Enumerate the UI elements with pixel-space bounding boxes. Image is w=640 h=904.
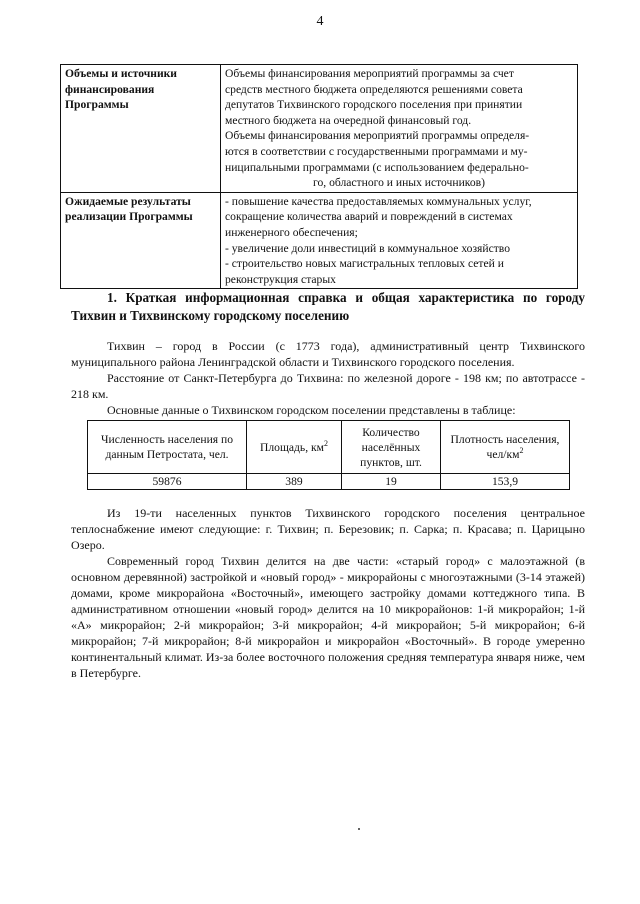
table-row <box>88 474 570 490</box>
passport-value-results <box>221 192 578 289</box>
text-line: местного бюджета на очередной финансовый год. <box>225 113 472 127</box>
cell-area: 389 <box>247 474 342 490</box>
passport-label-financing: Объемы и источники финансирования Программы <box>61 65 221 193</box>
section-heading: 1. Краткая информационная справка и общая характеристика по городу Тихвин и Тихвинскому городскому поселению <box>71 290 585 323</box>
text-line: - повышение качества предоставляемых коммунальных услуг, <box>225 194 532 208</box>
text-line: ниципальными программами (с использованием федерально- <box>225 160 529 174</box>
paragraph: Основные данные о Тихвинском городском поселении представлены в таблице: <box>107 403 516 417</box>
text-line: депутатов Тихвинского городского поселения при принятии <box>225 98 523 112</box>
cell-settlements: 19 <box>342 474 441 490</box>
text-line: средств местного бюджета определяются решениями совета <box>225 82 523 96</box>
text-line: сокращение количества аварий и повреждений в системах <box>225 210 513 224</box>
city-description-paragraph: Современный город Тихвин делится на две части: «старый город» с малоэтажной (в основном деревянной) застройкой и «новый город» - микрорайоны с многоэтажными (3-14 этажей) домами, кроме микрорайона «Восточный», имеющего застройку домами коттеджного типа. В административном отношении «новый город» делится на 10 микрорайонов: 1-й микрорайон; 1-й «А» микрорайон; 2-й микрорайон; 3-й микрорайон; 4-й микрорайон; 5-й микрорайон; 6-й микрорайон; 7-й микрорайон; 8-й микрорайон и микрорайон «Восточный». В городе умеренно континентальный климат. Из-за более восточного положения средняя температура января ниже, чем в Петербурге. <box>71 554 585 680</box>
text-line: - строительство новых магистральных тепловых сетей и <box>225 257 504 271</box>
page-mark <box>358 828 360 830</box>
program-passport-table <box>60 64 578 289</box>
text-line: - увеличение доли инвестиций в коммунальное хозяйство <box>225 241 510 255</box>
cell-population: 59876 <box>88 474 247 490</box>
table-row <box>61 65 578 193</box>
paragraph: Расстояние от Санкт-Петербурга до Тихвина: по железной дороге - 198 км; по автотрассе - 218 км. <box>71 371 585 401</box>
passport-value-financing <box>221 65 578 193</box>
text-line: Объемы финансирования мероприятий программы определя- <box>225 129 530 143</box>
paragraph: Тихвин – город в России (с 1773 года), административный центр Тихвинского муниципального района Ленинградской области и Тихвинского городского поселения. <box>71 339 585 369</box>
column-header-area: Площадь, $км^2$ <box>247 421 342 474</box>
heat-supply-paragraph: Из 19-ти населенных пунктов Тихвинского городского поселения центральное теплоснабжение имеют следующие: г. Тихвин; п. Березовик; п. Сарка; п. Красава; п. Царицыно Озеро. <box>71 506 585 552</box>
table-row <box>61 192 578 289</box>
text-line: реконструкция старых <box>225 272 336 286</box>
column-header-density: Плотность населения, чел/$км^2$ <box>441 421 570 474</box>
intro-text <box>71 338 585 418</box>
text-line: инженерного обеспечения; <box>225 225 358 239</box>
column-header-settlements: Количество населённых пунктов, шт. <box>342 421 441 474</box>
page-number: 4 <box>316 14 324 29</box>
cell-density: 153,9 <box>441 474 570 490</box>
column-header-population: Численность населения по данным Петростата, чел. <box>88 421 247 474</box>
text-line: Объемы финансирования мероприятий программы за счет <box>225 67 514 80</box>
settlement-data-table <box>87 420 570 490</box>
passport-label-results: Ожидаемые результаты реализации Программы <box>61 192 221 289</box>
text-line: го, областного и иных источников) <box>313 176 485 190</box>
text-line: ются в соответствии с государственными программами и му- <box>225 144 528 158</box>
table-header-row <box>88 421 570 474</box>
